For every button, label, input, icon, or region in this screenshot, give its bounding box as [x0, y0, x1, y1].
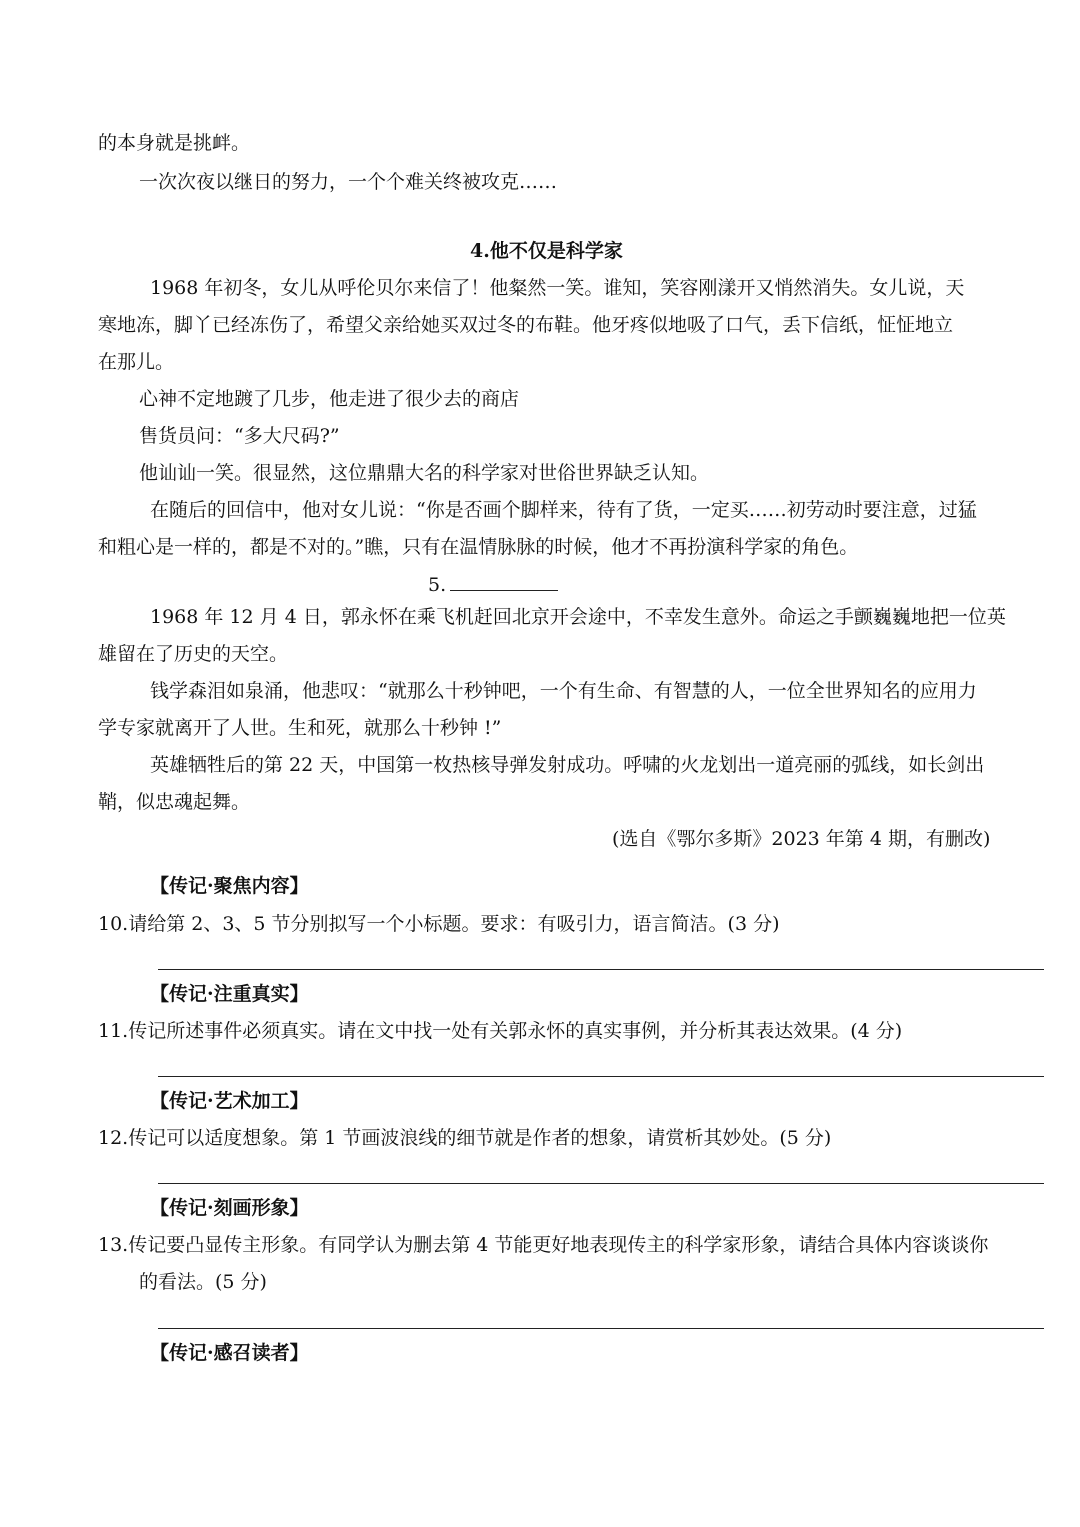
paragraph-line: 1968 年 12 月 4 日，郭永怀在乘飞机赶回北京开会途中，不幸发生意外。命运之手颤巍巍地把一位英 [150, 606, 1006, 628]
paragraph-line: 在那儿。 [98, 351, 175, 373]
question-tag: 【传记·刻画形象】 [150, 1197, 309, 1219]
answer-line[interactable] [158, 969, 1044, 970]
section-title: 4.他不仅是科学家 [470, 240, 623, 262]
paragraph-line: 寒地冻，脚丫已经冻伤了，希望父亲给她买双过冬的布鞋。他牙疼似地吸了口气，丢下信纸，怔怔地立 [98, 314, 954, 336]
question-tag: 【传记·聚焦内容】 [150, 875, 309, 897]
question-text: 10.请给第 2、3、5 节分别拟写一个小标题。要求：有吸引力，语言简洁。(3 分) [98, 913, 780, 935]
source-note: (选自《鄂尔多斯》2023 年第 4 期，有删改) [612, 828, 991, 850]
answer-line[interactable] [158, 1183, 1044, 1184]
paragraph-line: 英雄牺牲后的第 22 天，中国第一枚热核导弹发射成功。呼啸的火龙划出一道亮丽的弧线，如长剑出 [150, 754, 985, 776]
paragraph-line: 和粗心是一样的，都是不对的。”瞧，只有在温情脉脉的时候，他才不再扮演科学家的角色。 [98, 536, 859, 558]
paragraph-line: 学专家就离开了人世。生和死，就那么十秒钟 !” [98, 717, 502, 739]
question-tag: 【传记·感召读者】 [150, 1342, 309, 1364]
paragraph-line: 售货员问：“多大尺码?” [139, 425, 340, 447]
answer-line[interactable] [158, 1328, 1044, 1329]
paragraph-line: 的本身就是挑衅。 [98, 132, 251, 154]
section-number: 5. [428, 574, 447, 596]
question-text: 13.传记要凸显传主形象。有同学认为删去第 4 节能更好地表现传主的科学家形象，请结合具体内容谈谈你 [98, 1234, 989, 1256]
paragraph-line: 在随后的回信中，他对女儿说：“你是否画个脚样来，待有了货，一定买……初劳动时要注意，过猛 [150, 499, 977, 521]
paragraph-line: 钱学森泪如泉涌，他悲叹：“就那么十秒钟吧，一个有生命、有智慧的人，一位全世界知名的应用力 [150, 680, 977, 702]
question-text: 11.传记所述事件必须真实。请在文中找一处有关郭永怀的真实事例，并分析其表达效果。(4 分) [98, 1020, 903, 1042]
question-text: 的看法。(5 分) [139, 1271, 267, 1293]
question-tag: 【传记·艺术加工】 [150, 1090, 309, 1112]
question-text: 12.传记可以适度想象。第 1 节画波浪线的细节就是作者的想象，请赏析其妙处。(5 分) [98, 1127, 832, 1149]
question-tag: 【传记·注重真实】 [150, 983, 309, 1005]
paragraph-line: 雄留在了历史的天空。 [98, 643, 289, 665]
paragraph-line: 1968 年初冬，女儿从呼伦贝尔来信了！他粲然一笑。谁知，笑容刚漾开又悄然消失。女儿说，天 [150, 277, 965, 299]
paragraph-line: 他讪讪一笑。很显然，这位鼎鼎大名的科学家对世俗世界缺乏认知。 [139, 462, 710, 484]
answer-line[interactable] [158, 1076, 1044, 1077]
paragraph-line: 鞘，似忠魂起舞。 [98, 791, 251, 813]
paragraph-line: 一次次夜以继日的努力，一个个难关终被攻克…… [139, 171, 558, 193]
title-blank-line[interactable] [450, 572, 558, 591]
paragraph-line: 心神不定地踱了几步，他走进了很少去的商店 [139, 388, 520, 410]
section-title [428, 572, 558, 597]
